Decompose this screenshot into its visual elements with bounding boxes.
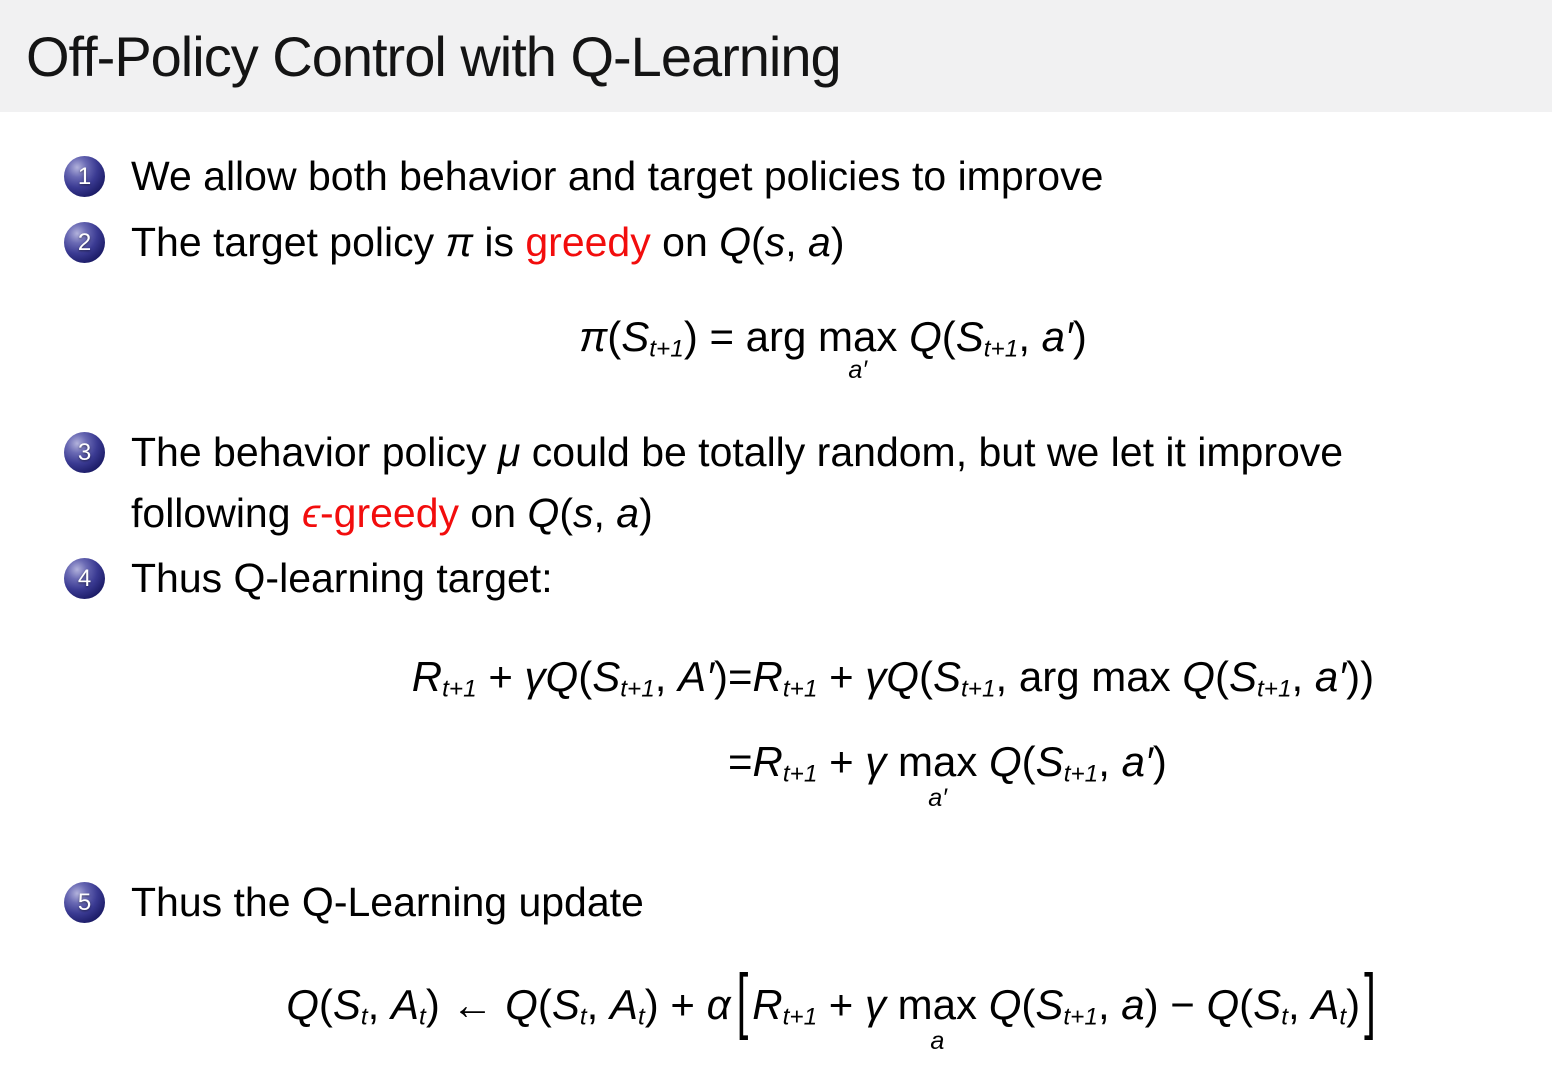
enumerate-ball-4: 4 (64, 558, 105, 599)
list-item-2-text: The target policy π is greedy on Q(s, a) (131, 219, 845, 265)
list-item-5-text: Thus the Q-Learning update (131, 879, 644, 925)
equation-q-target-line2-right: =Rt+1 + γ max a′ Q(St+1, a′) (728, 738, 1167, 812)
enumerate-ball-5: 5 (64, 882, 105, 923)
enumerate-ball-2: 2 (64, 222, 105, 263)
equation-q-target-line2-left (130, 725, 728, 810)
equation-q-target-line1-left: Rt+1 + γQ(St+1, A′) (411, 653, 728, 703)
list-item-3 (64, 422, 1522, 544)
enumerate-ball-3: 3 (64, 432, 105, 473)
list-item-2 (64, 212, 1522, 273)
list-item-1 (64, 146, 1522, 207)
list-item-5 (64, 872, 1522, 933)
list-item-4-text: Thus Q-learning target: (131, 555, 553, 601)
slide-title: Off-Policy Control with Q-Learning (26, 24, 841, 88)
equation-q-learning-update: Q(St, At) ← Q(St, At) + α [Rt+1 + γ max a Q(St+1, a) − Q(St, At)] (286, 958, 1376, 1056)
equation-q-target-group (130, 640, 1374, 811)
slide-title-bar (0, 0, 1552, 112)
list-item-4 (64, 548, 1522, 609)
equation-greedy-policy: π(St+1) = arg max a′ Q(St+1, a′) (579, 313, 1087, 385)
list-item-3-text: The behavior policy μ could be totally random, but we let it improve following ϵ-greedy on Q(s, a) (131, 429, 1344, 536)
equation-q-target-line1-right: =Rt+1 + γQ(St+1, arg max Q(St+1, a′)) (728, 653, 1375, 703)
list-item-1-text: We allow both behavior and target policies to improve (131, 153, 1104, 199)
enumerate-ball-1: 1 (64, 156, 105, 197)
